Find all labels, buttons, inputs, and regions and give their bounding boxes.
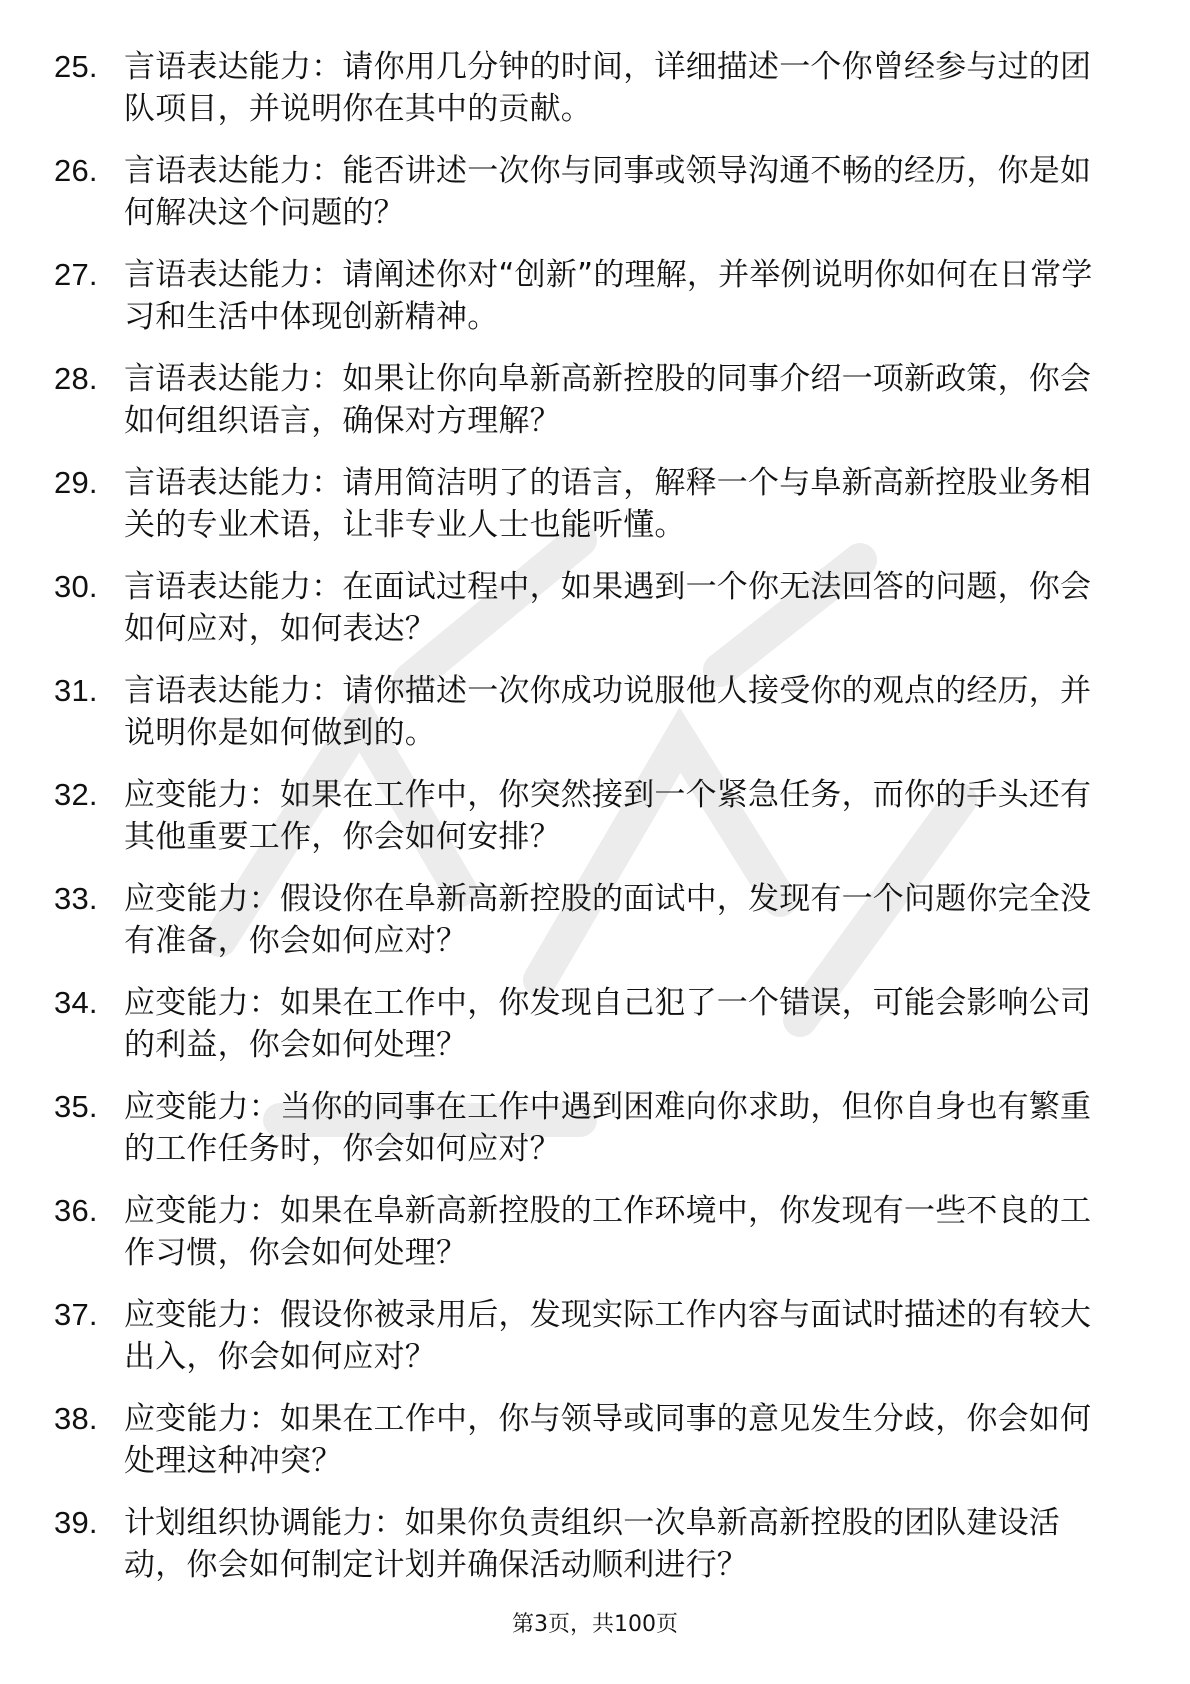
question-item: [54, 46, 1104, 130]
question-text: 应变能力：假设你被录用后，发现实际工作内容与面试时描述的有较大出入，你会如何应对？: [124, 1297, 1092, 1375]
question-number: 27.: [54, 257, 98, 292]
question-number: 37.: [54, 1297, 98, 1332]
question-number: 31.: [54, 673, 98, 708]
question-item: [54, 670, 1104, 754]
question-item: [54, 982, 1104, 1066]
question-text: 言语表达能力：在面试过程中，如果遇到一个你无法回答的问题，你会如何应对，如何表达？: [124, 569, 1092, 647]
question-text: 应变能力：如果在工作中，你发现自己犯了一个错误，可能会影响公司的利益，你会如何处理？: [124, 985, 1092, 1063]
question-text: 言语表达能力：如果让你向阜新高新控股的同事介绍一项新政策，你会如何组织语言，确保对方理解？: [124, 361, 1092, 439]
question-text: 应变能力：当你的同事在工作中遇到困难向你求助，但你自身也有繁重的工作任务时，你会如何应对？: [124, 1089, 1092, 1167]
question-text: 言语表达能力：请阐述你对“创新”的理解，并举例说明你如何在日常学习和生活中体现创新精神。: [124, 257, 1093, 335]
question-item: [54, 150, 1104, 234]
question-text: 应变能力：假设你在阜新高新控股的面试中，发现有一个问题你完全没有准备，你会如何应对？: [124, 881, 1092, 959]
question-item: [54, 566, 1104, 650]
question-number: 35.: [54, 1089, 98, 1124]
question-number: 38.: [54, 1401, 98, 1436]
question-item: [54, 1294, 1104, 1378]
question-text: 应变能力：如果在工作中，你与领导或同事的意见发生分歧，你会如何处理这种冲突？: [124, 1401, 1092, 1479]
question-item: [54, 1502, 1104, 1586]
question-number: 30.: [54, 569, 98, 604]
question-item: [54, 254, 1104, 338]
question-number: 33.: [54, 881, 98, 916]
question-item: [54, 1086, 1104, 1170]
question-number: 39.: [54, 1505, 98, 1540]
question-text: 言语表达能力：请用简洁明了的语言，解释一个与阜新高新控股业务相关的专业术语，让非专业人士也能听懂。: [124, 465, 1092, 543]
question-text: 言语表达能力：请你描述一次你成功说服他人接受你的观点的经历，并说明你是如何做到的。: [124, 673, 1092, 751]
question-text: 计划组织协调能力：如果你负责组织一次阜新高新控股的团队建设活动，你会如何制定计划并确保活动顺利进行？: [124, 1505, 1060, 1583]
question-text: 言语表达能力：请你用几分钟的时间，详细描述一个你曾经参与过的团队项目，并说明你在其中的贡献。: [124, 49, 1092, 127]
question-number: 34.: [54, 985, 98, 1020]
question-item: [54, 774, 1104, 858]
question-text: 应变能力：如果在阜新高新控股的工作环境中，你发现有一些不良的工作习惯，你会如何处理？: [124, 1193, 1092, 1271]
question-text: 言语表达能力：能否讲述一次你与同事或领导沟通不畅的经历，你是如何解决这个问题的？: [124, 153, 1092, 231]
question-number: 28.: [54, 361, 98, 396]
question-number: 26.: [54, 153, 98, 188]
question-item: [54, 1190, 1104, 1274]
question-item: [54, 358, 1104, 442]
question-text: 应变能力：如果在工作中，你突然接到一个紧急任务，而你的手头还有其他重要工作，你会如何安排？: [124, 777, 1092, 855]
question-number: 29.: [54, 465, 98, 500]
question-item: [54, 1398, 1104, 1482]
page-footer: 第3页，共100页: [512, 1612, 678, 1637]
question-number: 36.: [54, 1193, 98, 1228]
question-number: 25.: [54, 49, 98, 84]
question-list: [54, 46, 1104, 1606]
question-item: [54, 878, 1104, 962]
question-item: [54, 462, 1104, 546]
question-number: 32.: [54, 777, 98, 812]
